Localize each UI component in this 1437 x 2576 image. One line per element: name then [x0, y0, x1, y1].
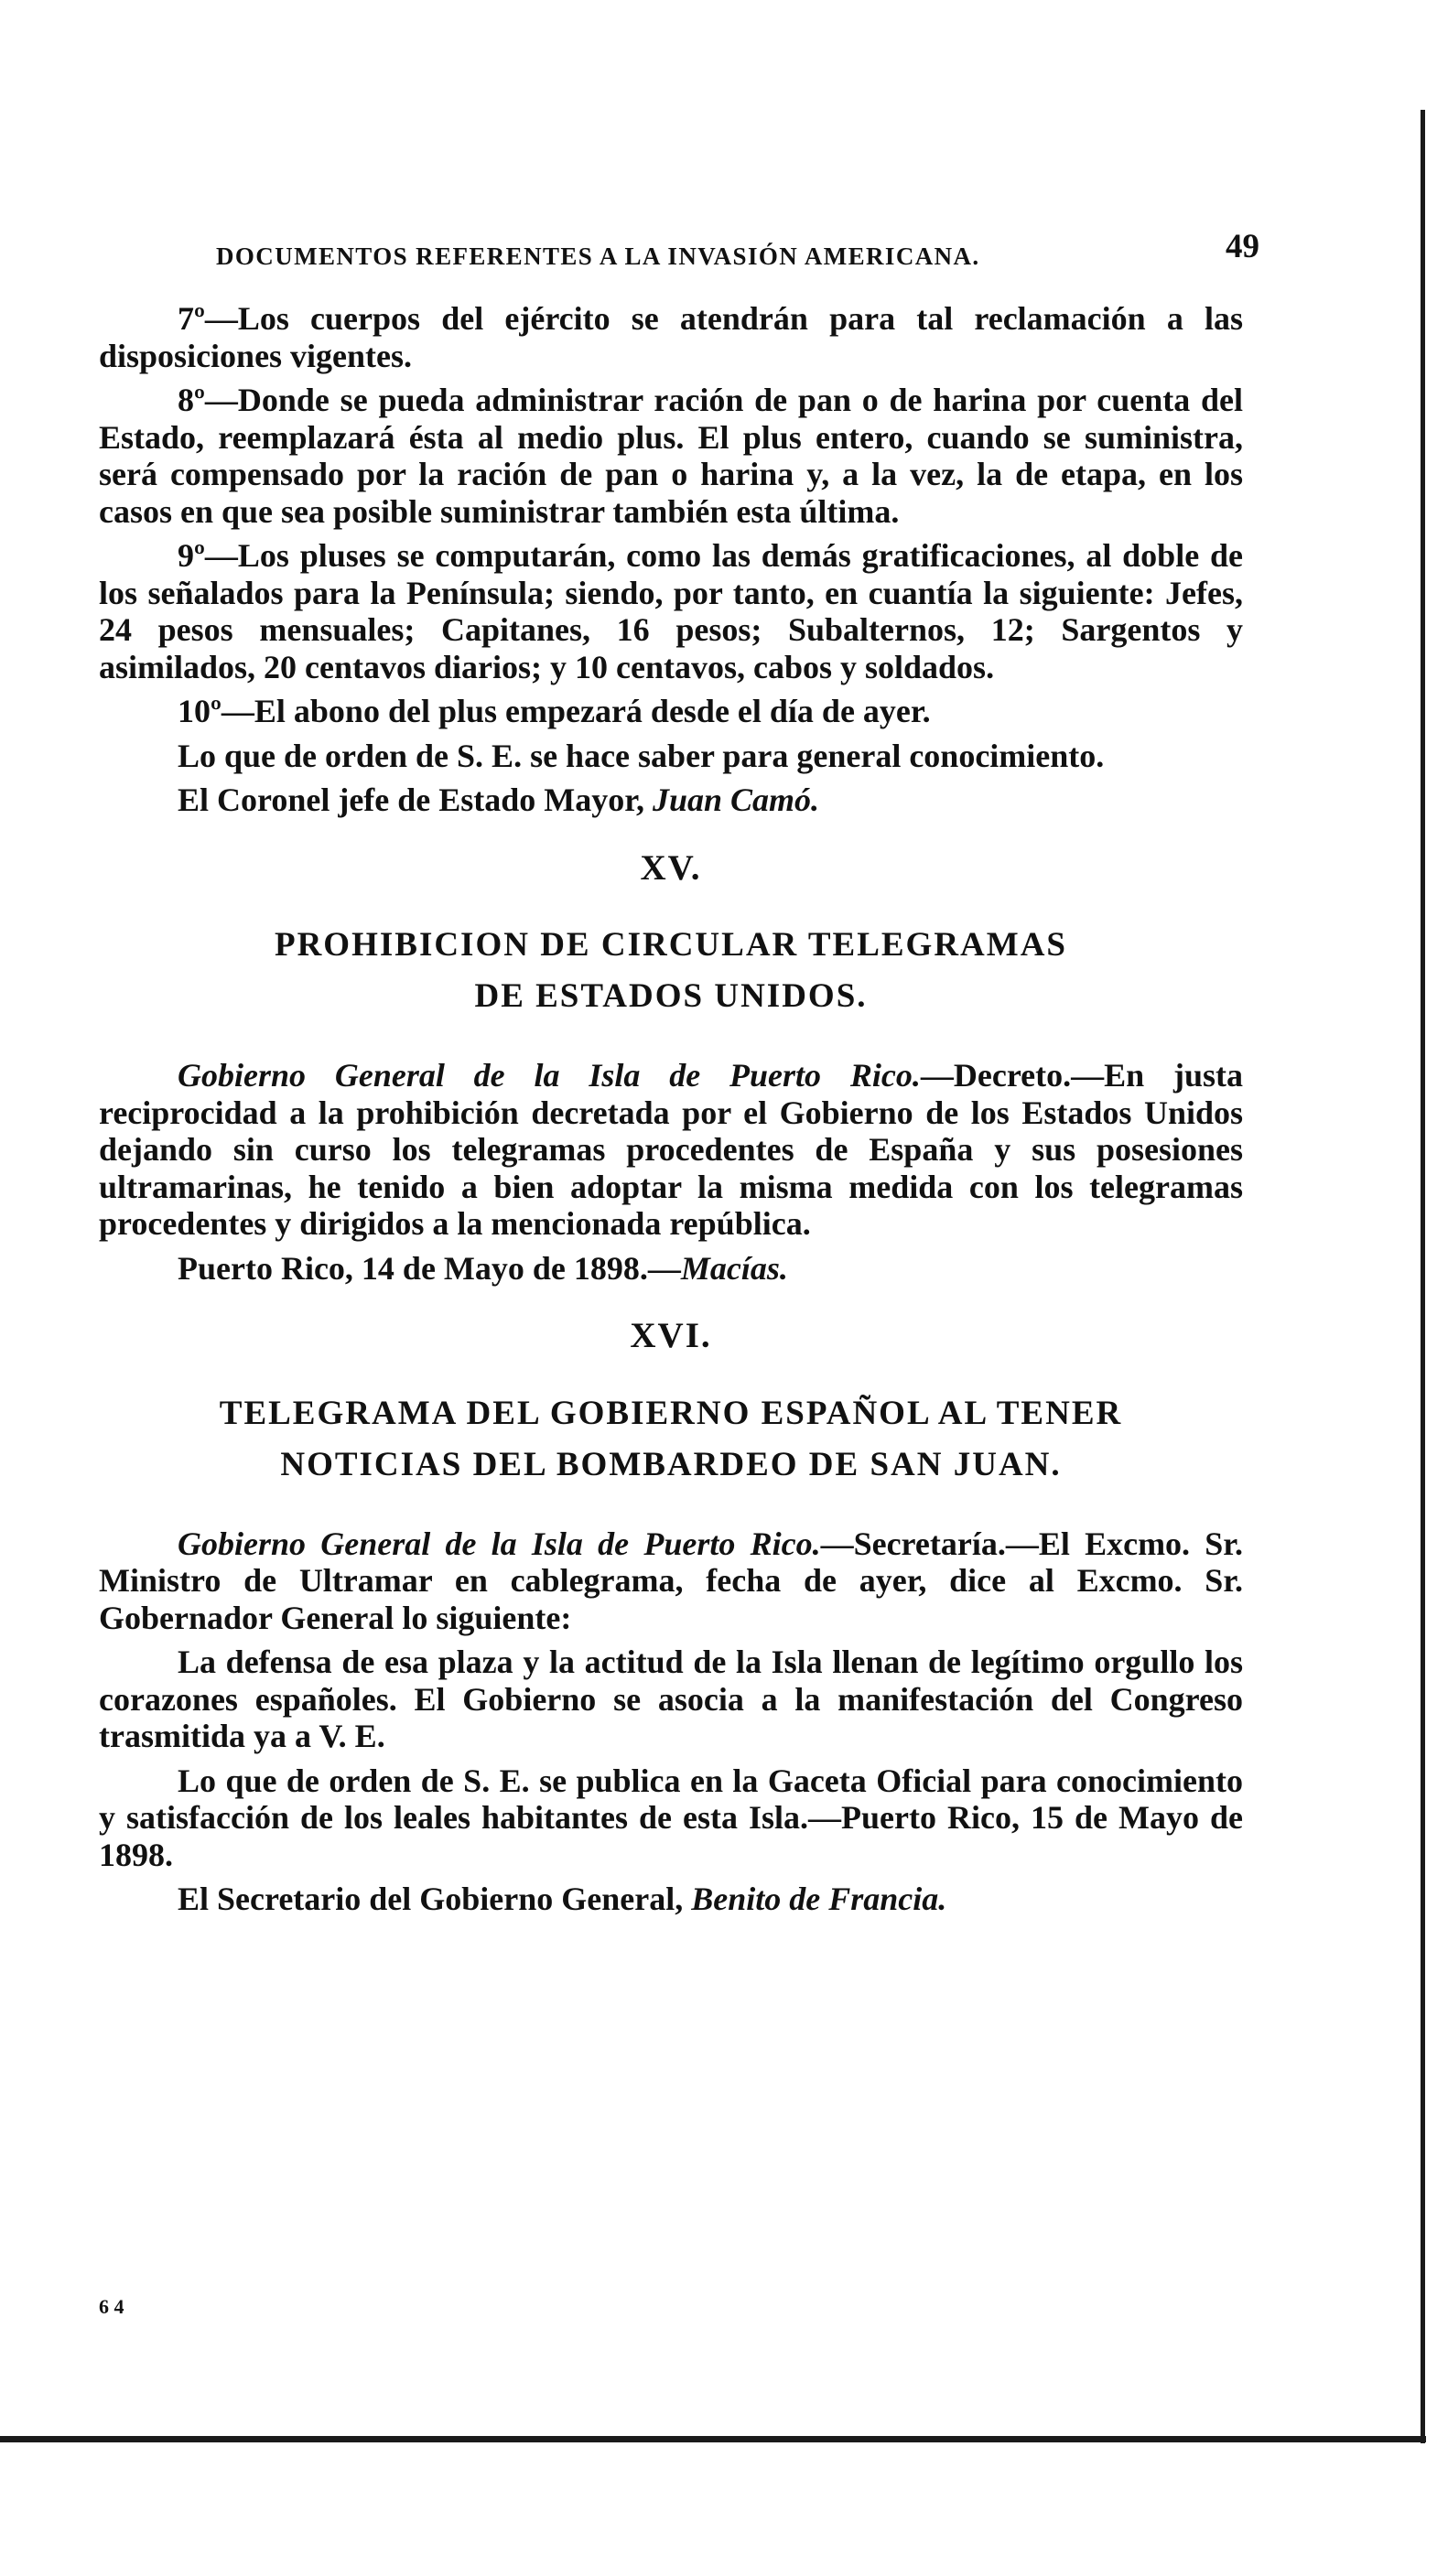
date-text: Puerto Rico, 14 de Mayo de 1898.—: [178, 1249, 681, 1287]
signature-line-xvi: [99, 1881, 1243, 1918]
section-title-xv: [99, 920, 1243, 1022]
section-numeral-xvi: XVI.: [630, 1316, 712, 1355]
telegram-quote: La defensa de esa plaza y la actitud de la Isla llenan de legítimo orgullo los corazones españoles. El Gobierno se asocia a la manifestación del Congreso trasmitida ya a V. E.: [99, 1644, 1243, 1754]
running-header: [99, 228, 1259, 270]
item-10: 10º—El abono del plus empezará desde el día de ayer.: [178, 693, 931, 729]
signer-name: Macías.: [680, 1249, 788, 1287]
title-line: DE ESTADOS UNIDOS.: [474, 977, 868, 1015]
bottom-border-line: [0, 2436, 1426, 2442]
closing-paragraph: Lo que de orden de S. E. se publica en la Gaceta Oficial para conocimiento y satisfacción de los leales habitantes de esta Isla.—Puerto Rico, 15 de Mayo de 1898.: [99, 1762, 1243, 1873]
signature-line-xiv: [99, 781, 1243, 819]
signer-name: Juan Camó.: [652, 781, 820, 818]
item-8: 8º—Donde se pueda administrar ración de pan o de harina por cuenta del Estado, reemplazará ésta al medio plus. El plus entero, cuando se suministra, será compensado por la ración de pan o harina y, a la vez, la de etapa, en los casos en que sea posible suministrar también esta última.: [99, 382, 1243, 530]
intro-text: —Secretaría.—El Excmo. Sr. Ministro de Ultramar en cablegrama, fecha de ayer, dice al Excmo. Sr. Gobernador General lo siguiente:: [99, 1525, 1243, 1636]
document-page: [99, 228, 1259, 1925]
page-number: 49: [1226, 228, 1259, 265]
date-line-xv: [99, 1250, 1243, 1288]
item-7: 7º—Los cuerpos del ejército se atendrán para tal reclamación a las disposiciones vigentes.: [99, 300, 1243, 374]
source-label: Gobierno General de la Isla de Puerto Rico.: [178, 1525, 821, 1562]
source-label: Gobierno General de la Isla de Puerto Rico.: [178, 1057, 921, 1094]
section-title-xvi: [99, 1388, 1243, 1491]
decree-paragraph: [99, 1057, 1243, 1243]
signed-by-label: El Secretario del Gobierno General,: [178, 1881, 692, 1917]
printer-signature-mark: 6 4: [99, 2295, 124, 2318]
telegram-intro: [99, 1525, 1243, 1637]
title-line: PROHIBICION DE CIRCULAR TELEGRAMAS: [274, 926, 1067, 964]
title-line: NOTICIAS DEL BOMBARDEO DE SAN JUAN.: [280, 1445, 1062, 1483]
section-numeral-xv: XV.: [640, 847, 702, 888]
item-9: 9º—Los pluses se computarán, como las demás gratificaciones, al doble de los señalados para la Península; siendo, por tanto, en cuantía la siguiente: Jefes, 24 pesos mensuales; Capitanes, 16 pesos; Subalternos, 12; Sargentos y asimilados, 20 centavos diarios; y 10 centavos, cabos y soldados.: [99, 537, 1243, 685]
right-border-line: [1421, 110, 1425, 2443]
signed-by-label: El Coronel jefe de Estado Mayor,: [178, 781, 653, 818]
signer-name: Benito de Francia.: [691, 1881, 947, 1917]
notice-paragraph: Lo que de orden de S. E. se hace saber para general conocimiento.: [178, 737, 1105, 774]
title-line: TELEGRAMA DEL GOBIERNO ESPAÑOL AL TENER: [219, 1394, 1123, 1432]
decree-body: —Decreto.—En justa reciprocidad a la prohibición decretada por el Gobierno de los Estados Unidos dejando sin curso los telegramas procedentes de España y sus posesiones ultramarinas, he tenido a bien adoptar la misma medida con los telegramas procedentes y dirigidos a la mencionada república.: [99, 1057, 1243, 1242]
running-title: DOCUMENTOS REFERENTES A LA INVASIÓN AMERICANA.: [216, 243, 980, 270]
